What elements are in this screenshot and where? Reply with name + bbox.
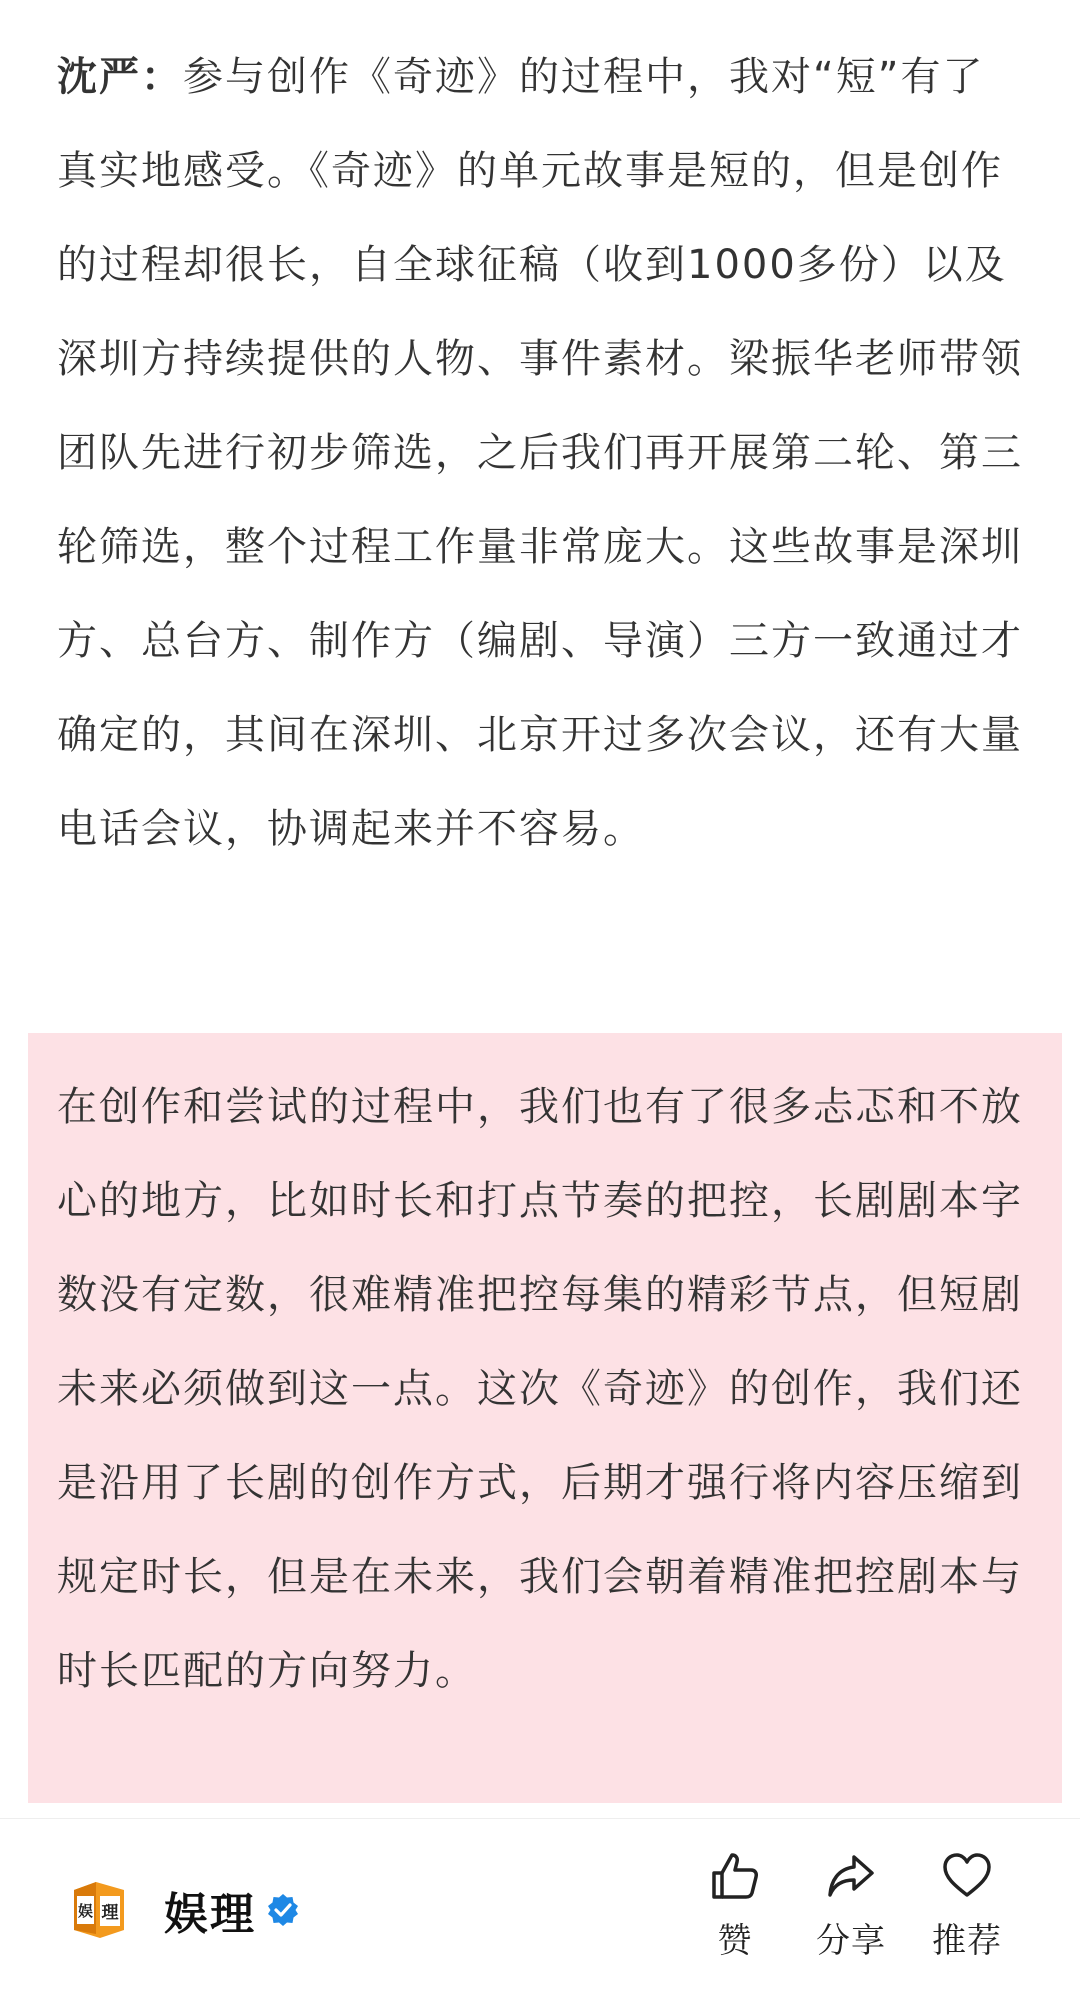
like-button[interactable] — [680, 1849, 790, 1962]
author-info[interactable] — [66, 1875, 300, 1945]
author-avatar-logo-icon — [66, 1878, 130, 1942]
share-button[interactable] — [796, 1849, 906, 1962]
share-arrow-icon — [824, 1849, 878, 1903]
verified-badge-icon — [266, 1893, 300, 1927]
svg-text:理: 理 — [101, 1903, 119, 1923]
author-name[interactable]: 娱理 — [164, 1889, 256, 1940]
author-avatar[interactable] — [66, 1878, 130, 1942]
bottom-action-bar — [0, 1818, 1080, 2006]
recommend-label: 推荐 — [932, 1921, 1002, 1961]
share-label: 分享 — [816, 1921, 886, 1961]
speaker-label: 沈严： — [57, 54, 183, 100]
recommend-button[interactable] — [912, 1849, 1022, 1962]
svg-text:娱: 娱 — [77, 1902, 94, 1920]
heart-icon — [940, 1849, 994, 1903]
thumbs-up-icon — [708, 1849, 762, 1903]
paragraph-text: 参与创作《奇迹》的过程中，我对“短”有了真实地感受。《奇迹》的单元故事是短的，但是创作的过程却很长，自全球征稿（收到1000多份）以及深圳方持续提供的人物、事件素材。梁振华老师带领团队先进行初步筛选，之后我们再开展第二轮、第三轮筛选，整个过程工作量非常庞大。这些故事是深圳方、总台方、制作方（编剧、导演）三方一致通过才确定的，其间在深圳、北京开过多次会议，还有大量电话会议，协调起来并不容易。 — [57, 54, 1023, 852]
article-paragraph — [57, 30, 1023, 876]
like-label: 赞 — [717, 1921, 753, 1961]
highlighted-paragraph: 在创作和尝试的过程中，我们也有了很多忐忑和不放心的地方，比如时长和打点节奏的把控，长剧剧本字数没有定数，很难精准把控每集的精彩节点，但短剧未来必须做到这一点。这次《奇迹》的创作，我们还是沿用了长剧的创作方式，后期才强行将内容压缩到规定时长，但是在未来，我们会朝着精准把控剧本与时长匹配的方向努力。 — [57, 1084, 1023, 1694]
